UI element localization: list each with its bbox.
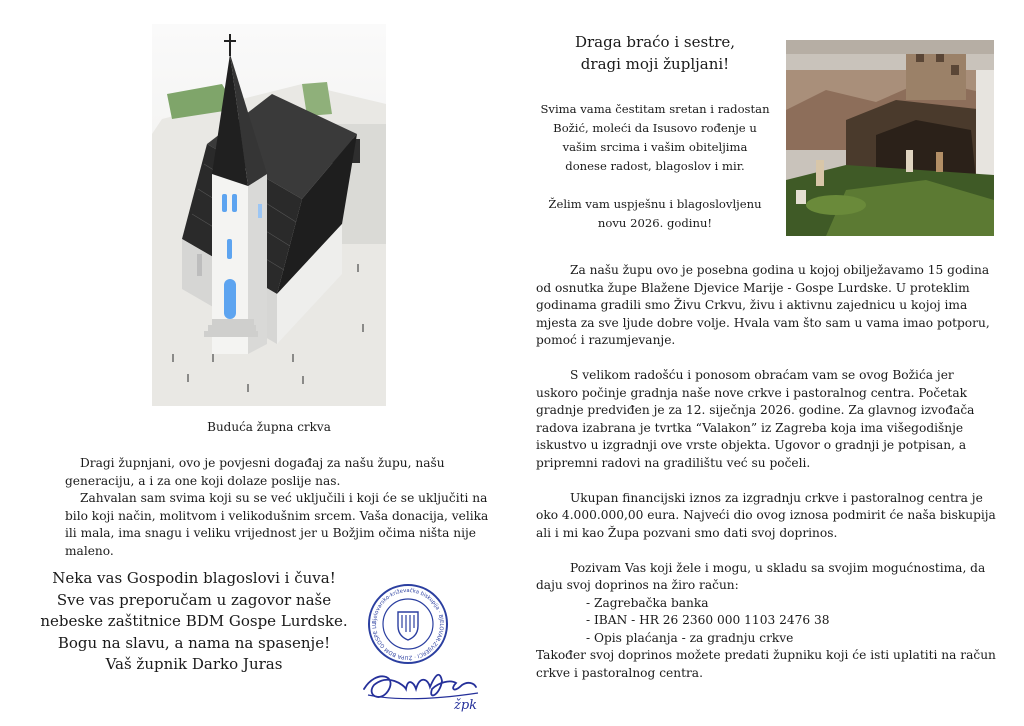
blessing-block [40,568,348,676]
intro-paragraph: Dragi župnjani, ovo je povjesni događaj za našu župu, našu generaciju, a i za one koji dolaze poslije nas. [65,456,445,488]
bank-account-details [536,595,996,648]
new-year-wish: Želim vam uspješnu i blagoslovljenu novu 2026. godinu! [548,197,762,230]
construction-paragraph: S velikom radošću i ponosom obraćam vam se ovog Božića jer uskoro počinje gradnja naše nove crkve i pastoralnog centra. Početak gradnje predviđen je za 12. siječnja 2026. godine. Za glavnog izvođača radova izabrana je tvrtka “Valakon” iz Zagreba koja ima višegodišnje iskustvo u izgradnji ove vrste objekta. Ugovor o gradnji je potpisan, a pripremni radovi na gradilištu već su počeli. [536,368,975,470]
greeting-line: dragi moji župljani! [580,54,730,73]
anniversary-paragraph: Za našu župu ovo je posebna godina u kojoj obilježavamo 15 godina od osnutka župe Blažene Djevice Marije - Gospe Lurdske. U proteklim godinama gradili smo Živu Crkvu, živu i aktivnu zajednicu u kojoj ima mjesta za sve ljude dobre volje. Hvala vam što sam u vama imao potporu, pomoć i razumjevanje. [536,263,990,347]
holiday-wishes [540,100,770,252]
blessing-line: Neka vas Gospodin blagoslovi i čuva! [52,569,336,587]
financing-paragraph: Ukupan financijski iznos za izgradnju crkve i pastoralnog centra je oko 4.000.000,00 eura. Najveći dio ovog iznosa podmirit će naša biskupija ali i mi kao Župa pozvani smo dati svoj doprinos. [536,490,996,540]
parish-seal-stamp [366,582,450,666]
payment-description: - Opis plaćanja - za gradnju crkve [586,630,794,645]
church-model-photo [152,24,386,406]
greeting-line: Draga braćo i sestre, [574,33,736,51]
main-letter-text [536,262,996,682]
iban: - IBAN - HR 26 2360 000 1103 2476 38 [586,613,830,627]
priest-name: Vaš župnik Darko Juras [105,655,283,673]
church-photo-caption: Buduća župna crkva [207,420,331,434]
signature-suffix: žpk [454,698,478,713]
donation-request-paragraph: Pozivam Vas koji žele i mogu, u skladu sa svojim mogućnostima, da daju svoj doprinos na žiro račun: [536,560,986,592]
blessing-line: Bogu na slavu, a nama na spasenje! [57,633,331,652]
blessing-line: nebeske zaštitnice BDM Gospe Lurdske. [40,612,348,630]
closing-paragraph: Također svoj doprinos možete predati župniku koji će isti uplatiti na račun crkve i pastoralnog centra. [536,648,996,680]
blessing-line: Sve vas preporučam u zagovor naše [56,590,332,609]
bank-name: - Zagrebačka banka [586,595,709,610]
christmas-wish: Svima vama čestitam sretan i radostan Božić, moleći da Isusovo rođenje u vašim srcima i vašim obiteljima donese radost, blagoslov i mir. [540,102,770,173]
seal-text: Bjelovarsko-križevačka biskupija · BJELOVAR-ZVIJERCI · ŽUPA BDM GOSPE LU [371,587,445,661]
nativity-scene-photo [786,40,994,236]
signature [358,655,488,715]
greeting [540,32,770,75]
intro-text [65,455,495,560]
intro-paragraph: Zahvalan sam svima koji su se već uključili i koji će se uključiti na bilo koji način, molitvom i velikodušnim srcem. Vaša donacija, velika ili mala, ima snagu i veliku vrijednost jer u Božjim očima ništa nije maleno. [65,491,489,558]
